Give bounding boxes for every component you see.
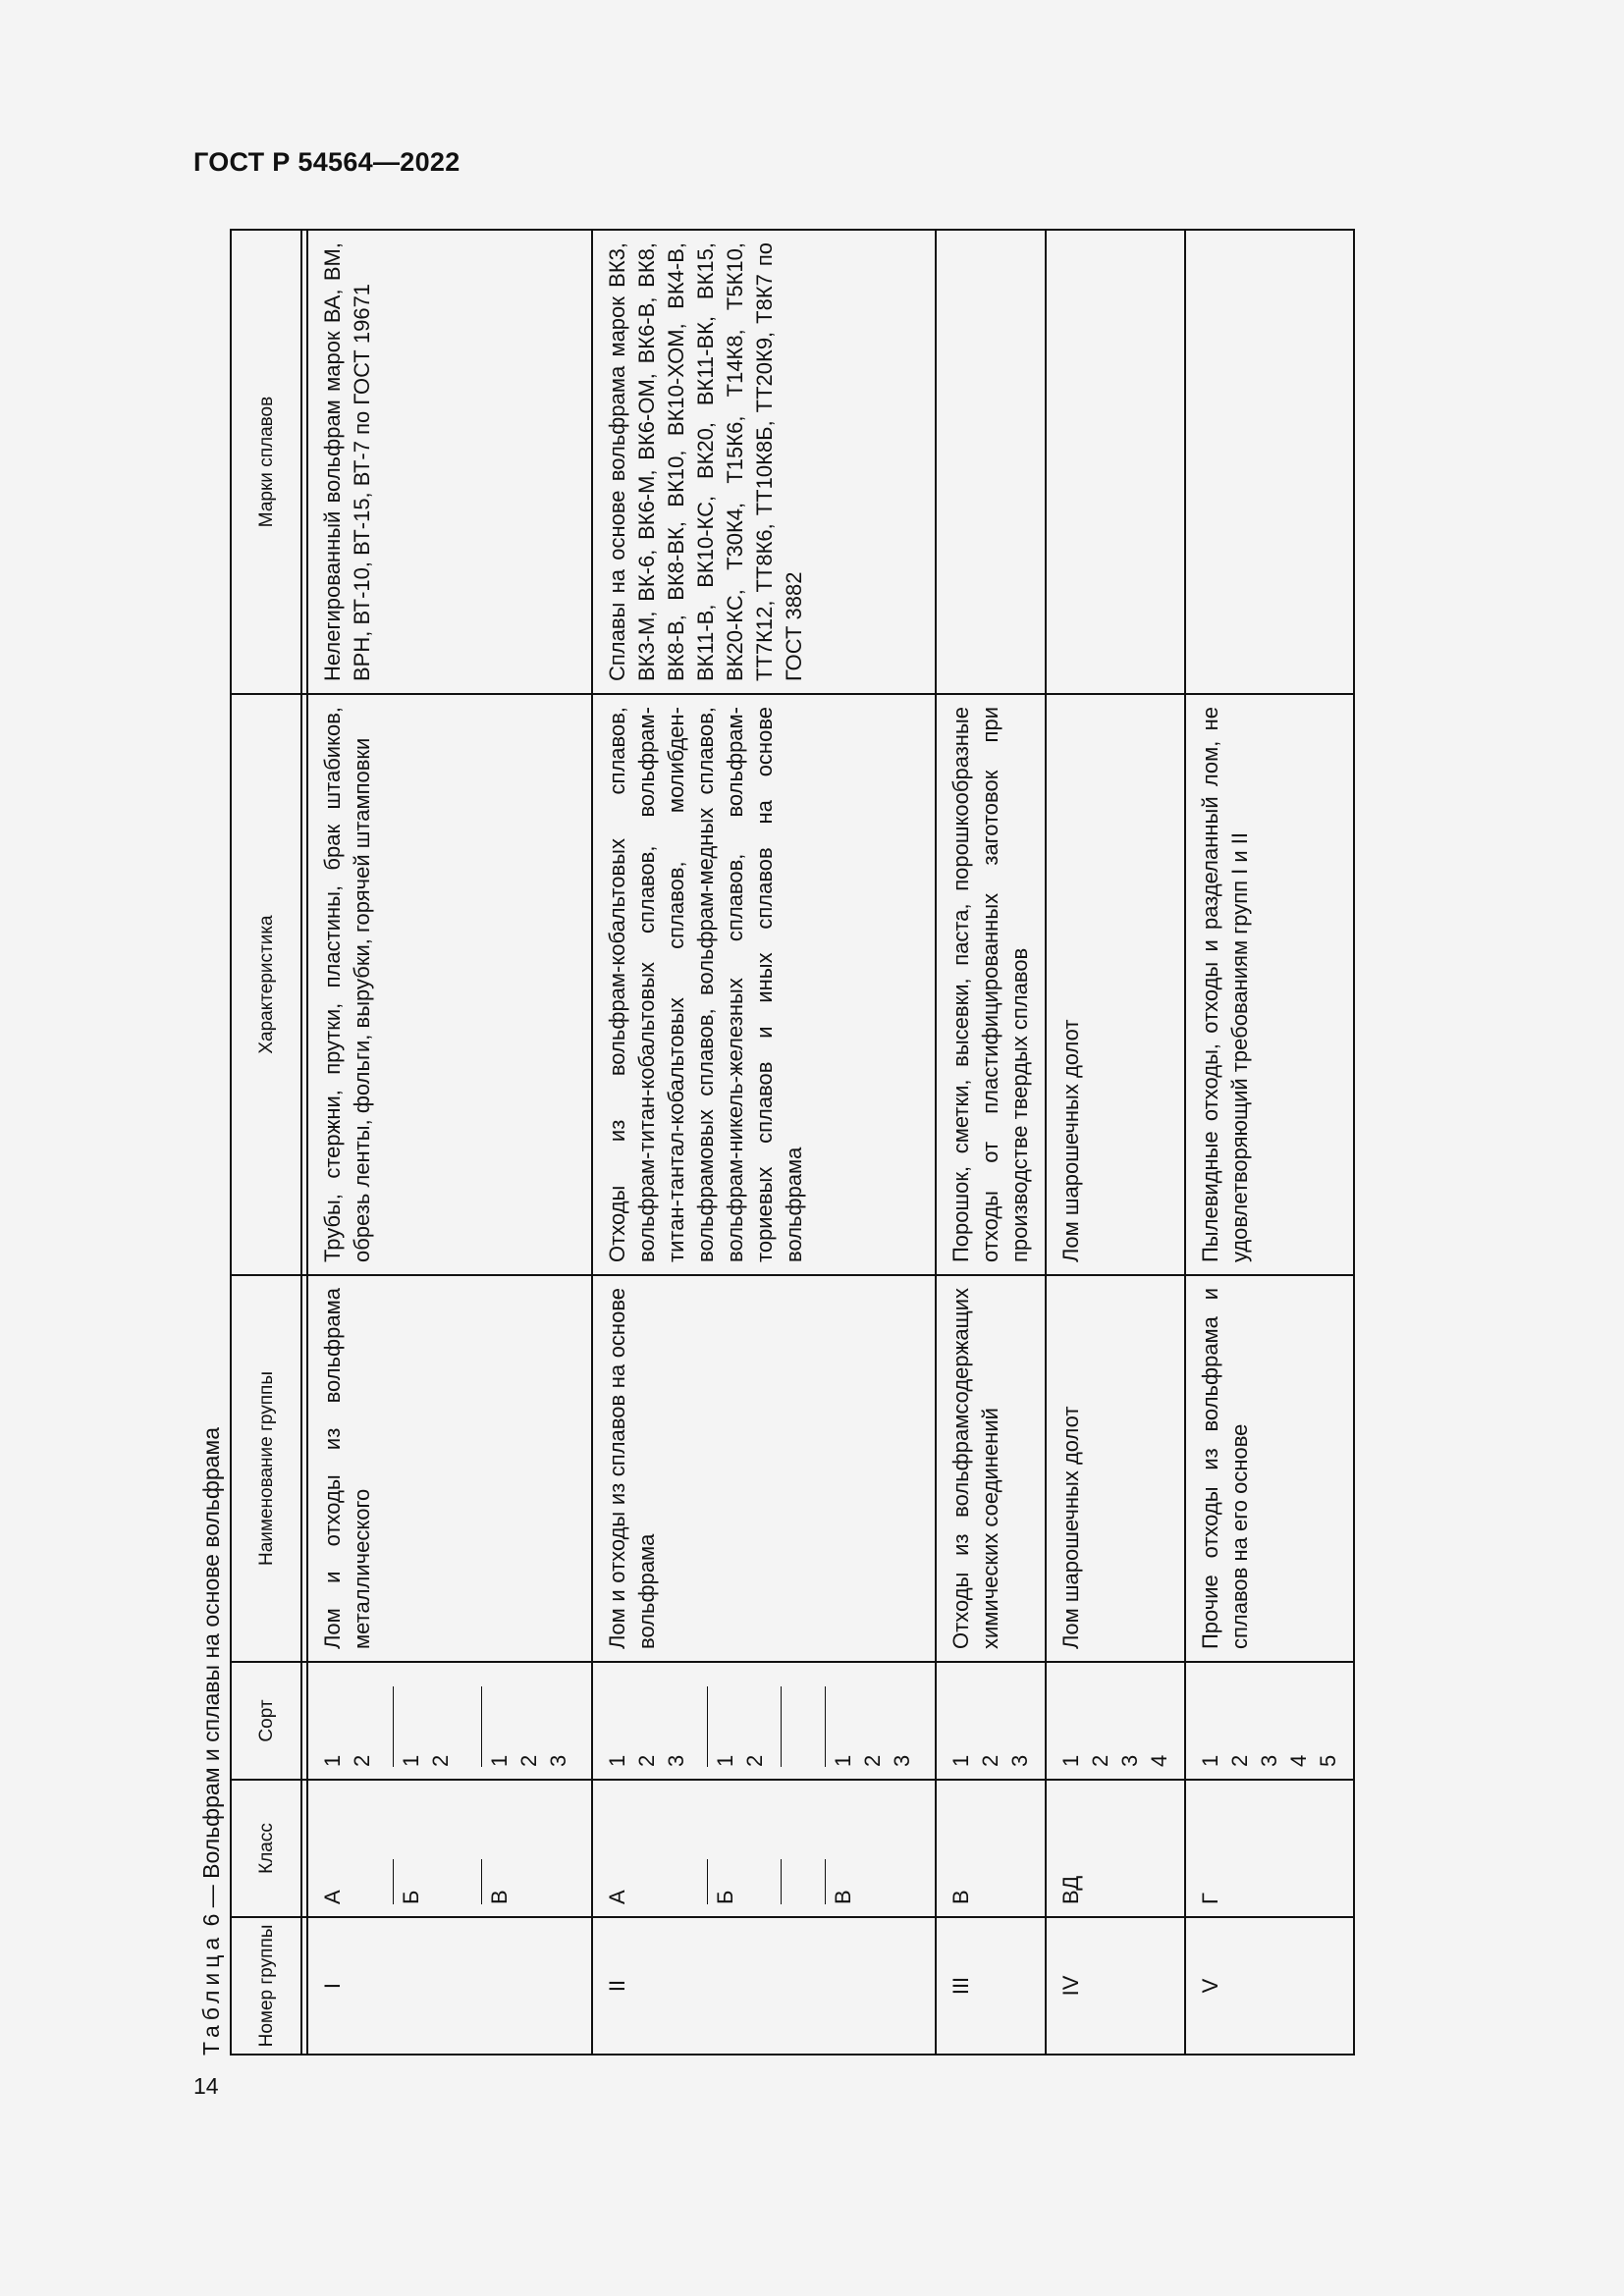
grade-value: 3 [546, 1754, 570, 1767]
col-header-group-number: Номер группы [231, 1917, 301, 2055]
class-cell [936, 1780, 1046, 1917]
col-header-group-name: Наименование группы [231, 1275, 301, 1662]
alloy-grades-cell [1046, 230, 1185, 694]
table-row [592, 230, 936, 2055]
table-caption [196, 1427, 226, 2056]
alloy-grades-cell [1185, 230, 1354, 694]
grade-cell [936, 1662, 1046, 1780]
alloy-grades-cell: Нелегированный вольфрам марок ВА, ВМ, ВРН, ВТ-10, ВТ-15, ВТ-7 по ГОСТ 19671 [307, 230, 592, 694]
alloy-grades-cell [936, 230, 1046, 694]
grade-value: 1 [948, 1754, 973, 1767]
caption-number: 6 [198, 1913, 224, 1927]
grade-group [397, 1675, 485, 1767]
col-header-alloy-grades: Марки сплавов [231, 230, 301, 694]
class-value: В [485, 1792, 514, 1904]
class-value: В [829, 1792, 858, 1904]
col-header-grade: Сорт [231, 1662, 301, 1780]
grade-value: 3 [1007, 1754, 1032, 1767]
grade-group [785, 1675, 829, 1767]
characteristic-cell: Порошок, сметки, высевки, паста, порошкообразные отходы от пластифицированных заготовок при производстве твердых сплавов [936, 694, 1046, 1275]
rotated-table-container [196, 230, 1345, 2056]
group-name-cell: Лом и отходы из сплавов на основе вольфрама [592, 1275, 936, 1662]
class-cell [307, 1780, 592, 1917]
class-value: ВД [1058, 1875, 1083, 1904]
grade-group [1196, 1675, 1343, 1767]
grade-value: 1 [1058, 1754, 1083, 1767]
class-cell [592, 1780, 936, 1917]
grade-value: 2 [978, 1754, 1002, 1767]
grade-value: 1 [713, 1754, 737, 1767]
table-row [1046, 230, 1185, 2055]
class-value: А [320, 1890, 345, 1904]
table-row [307, 230, 592, 2055]
group-name-cell: Прочие отходы из вольфрама и сплавов на его основе [1185, 1275, 1354, 1662]
grade-value: 1 [487, 1754, 512, 1767]
grade-value: 1 [831, 1754, 855, 1767]
grade-cell [592, 1662, 936, 1780]
characteristic-cell: Отходы из вольфрам-кобальтовых сплавов, вольфрам-титан-кобальтовых сплавов, вольфрам-титан-тантал-кобальтовых сплавов, молибден-вольфрамовых сплавов, вольфрам-медных сплавов, вольфрам-никель-железных сплавов, вольфрам-ториевых сплавов и иных сплавов на основе вольфрама [592, 694, 936, 1275]
grade-group [711, 1675, 785, 1767]
grade-value: 3 [1257, 1754, 1281, 1767]
caption-label: Таблица [198, 1932, 224, 2056]
class-value: В [948, 1890, 973, 1904]
class-value: Б [711, 1792, 785, 1904]
group-name-cell: Отходы из вольфрамсодержащих химических соединений [936, 1275, 1046, 1662]
grade-value: 3 [890, 1754, 914, 1767]
table-header-row [231, 230, 301, 2055]
grade-value: 4 [1147, 1754, 1171, 1767]
caption-title: Вольфрам и сплавы на основе вольфрама [198, 1426, 224, 1879]
group-number-cell: IV [1046, 1917, 1185, 2055]
table-row [936, 230, 1046, 2055]
grade-group [829, 1675, 917, 1767]
class-cell [1046, 1780, 1185, 1917]
grade-cell [1185, 1662, 1354, 1780]
characteristic-cell: Трубы, стержни, прутки, пластины, брак штабиков, обрезь ленты, фольги, вырубки, горячей штамповки [307, 694, 592, 1275]
grade-value: 1 [605, 1754, 629, 1767]
grade-value: 1 [1198, 1754, 1222, 1767]
caption-dash: — [198, 1878, 224, 1914]
characteristic-cell: Пылевидные отходы, отходы и разделанный лом, не удовлетворяющий требованиям групп I и II [1185, 694, 1354, 1275]
group-number-cell: I [307, 1917, 592, 2055]
col-header-characteristic: Характеристика [231, 694, 301, 1275]
page-number: 14 [193, 2073, 219, 2099]
grade-value: 4 [1286, 1754, 1311, 1767]
grade-value: 2 [350, 1754, 374, 1767]
class-value: А [605, 1890, 629, 1904]
characteristic-cell: Лом шарошечных долот [1046, 694, 1185, 1275]
grade-group [318, 1675, 397, 1767]
grade-value: 2 [428, 1754, 453, 1767]
group-number-cell: II [592, 1917, 936, 2055]
group-number-cell: III [936, 1917, 1046, 2055]
grade-value: 3 [1117, 1754, 1142, 1767]
grade-value: 5 [1316, 1754, 1340, 1767]
group-name-cell: Лом шарошечных долот [1046, 1275, 1185, 1662]
grade-value: 2 [860, 1754, 885, 1767]
grade-value: 1 [399, 1754, 423, 1767]
grade-value: 2 [516, 1754, 541, 1767]
grade-group [485, 1675, 573, 1767]
class-value: Б [397, 1792, 485, 1904]
grade-cell [307, 1662, 592, 1780]
grade-group [1056, 1675, 1174, 1767]
grade-value: 2 [742, 1754, 767, 1767]
grade-value: 2 [1227, 1754, 1252, 1767]
col-header-class: Класс [231, 1780, 301, 1917]
document-header: ГОСТ Р 54564—2022 [193, 147, 460, 177]
class-value [785, 1792, 829, 1904]
grade-group [947, 1675, 1035, 1767]
grade-value: 2 [1088, 1754, 1112, 1767]
data-table [230, 229, 1355, 2056]
alloy-grades-cell: Сплавы на основе вольфрама марок ВК3, ВК3-М, ВК-6, ВК6-М, ВК6-ОМ, ВК6-В, ВК8, ВК8-В, ВК8-ВК, ВК10, ВК10-ХОМ, ВК4-В, ВК11-В, ВК10-КС, ВК20, ВК11-ВК, ВК15, ВК20-КС, Т30К4, Т15К6, Т14К8, Т5К10, ТТ7К12, ТТ8К6, ТТ10К8Б, ТТ20К9, Т8К7 по ГОСТ 3882 [592, 230, 936, 694]
group-number-cell: V [1185, 1917, 1354, 2055]
class-value: Г [1198, 1893, 1222, 1904]
grade-value: 2 [634, 1754, 659, 1767]
grade-value: 1 [320, 1754, 345, 1767]
grade-cell [1046, 1662, 1185, 1780]
group-name-cell: Лом и отходы из вольфрама металлического [307, 1275, 592, 1662]
grade-value: 3 [664, 1754, 688, 1767]
table-row [1185, 230, 1354, 2055]
class-cell [1185, 1780, 1354, 1917]
grade-group [603, 1675, 711, 1767]
